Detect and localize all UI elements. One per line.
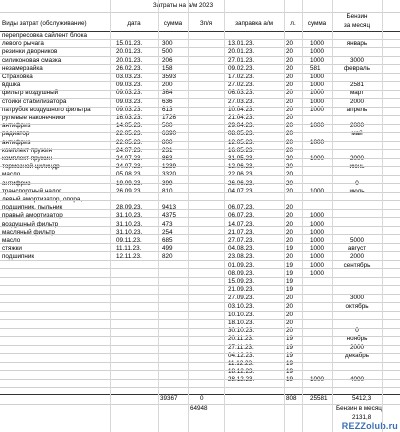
grid-row-line <box>0 149 400 150</box>
grid-col-line <box>332 0 333 432</box>
row-7-d: 09.03.23. <box>116 89 143 97</box>
row-25-l: 20 <box>286 237 294 244</box>
row-4-s2: 581 <box>310 64 321 72</box>
row-9-n: патрубок воздушного фильтра <box>2 105 91 113</box>
row-6-l: 20 <box>286 81 294 89</box>
row-22-s: 4375 <box>162 212 177 220</box>
grid-row-line <box>0 394 400 395</box>
header-benzin-month: за месяц <box>343 22 371 29</box>
row-16-n: тормозной цилиндр <box>2 163 60 171</box>
row-29-s2: 1000 <box>310 269 325 277</box>
grid-row-line <box>0 277 400 278</box>
row-0-n: перепресовка сайлент блока <box>2 32 87 39</box>
row-33-b: октябрь <box>345 302 369 310</box>
row-14-zd: 16.05.23. <box>228 146 255 154</box>
row-15-n: комплект пружин <box>2 155 52 162</box>
row-23-n: воздушный фильтр <box>2 220 59 228</box>
total-sum: 39367 <box>160 395 178 402</box>
row-27-n: подшипник <box>2 253 35 261</box>
row-21-l: 20 <box>286 204 294 212</box>
row-7-zd: 06.03.23. <box>228 89 255 97</box>
row-36-l: 20 <box>286 327 294 335</box>
grid-row-line <box>0 285 400 286</box>
row-22-d: 31.10.23. <box>116 212 143 220</box>
grid-row-line <box>0 311 400 312</box>
grid-row-line <box>0 362 400 363</box>
row-30-zd: 15.09.23. <box>228 278 255 285</box>
row-16-l: 20 <box>286 163 294 171</box>
row-23-s: 473 <box>162 220 173 228</box>
row-4-s: 158 <box>162 64 173 72</box>
row-3-n: силиконовая смазка <box>2 56 62 64</box>
row-3-s2: 1000 <box>310 56 325 64</box>
grid-row-line <box>0 183 400 184</box>
row-40-zd: 11.12.23. <box>228 360 254 367</box>
row-19-l: 20 <box>286 187 294 195</box>
row-15-zd: 31.05.23. <box>228 155 255 162</box>
grid-row-line <box>0 328 400 329</box>
row-10-d: 16.03.23. <box>116 114 143 121</box>
row-38-zd: 27.11.23. <box>228 343 254 351</box>
row-22-s2: 1000 <box>310 212 325 220</box>
row-27-d: 12.11.23. <box>116 253 142 261</box>
row-28-l: 19 <box>286 261 294 269</box>
row-24-s: 254 <box>162 228 173 236</box>
row-37-zd: 20.11.23. <box>228 335 254 343</box>
row-12-zd: 08.05.23. <box>228 130 255 138</box>
row-17-l: 20 <box>286 171 294 179</box>
row-38-l: 19 <box>286 343 294 351</box>
grid-row-line <box>0 404 400 405</box>
row-3-d: 20.01.23. <box>116 56 143 64</box>
row-25-n: масло <box>2 237 21 244</box>
row-2-zd: 20.01.23. <box>228 48 255 56</box>
row-24-s2: 1000 <box>310 228 325 236</box>
grid-col-line <box>382 0 383 432</box>
row-31-zd: 21.09.23. <box>228 286 255 294</box>
row-9-b: апрель <box>346 105 368 113</box>
grid-row-line <box>0 217 400 218</box>
row-6-b: 2581 <box>349 81 364 89</box>
row-35-zd: 18.10.23. <box>228 319 255 326</box>
row-42-s2: 1000 <box>310 376 325 384</box>
header-liters: л. <box>290 20 296 27</box>
grid-col-line <box>188 0 189 432</box>
row-20-n: левый амортизатор, опора, <box>2 196 83 203</box>
row-18-b: 0 <box>355 179 359 187</box>
row-1-d: 15.01.23. <box>116 40 143 48</box>
row-28-s2: 1000 <box>310 261 325 269</box>
row-16-b: июнь <box>349 163 365 171</box>
row-25-d: 09.11.23. <box>116 237 142 244</box>
benzin-avg-value: 2131,8 <box>352 414 372 421</box>
row-1-n: левого рычага <box>2 40 44 48</box>
grid-row-line <box>0 47 400 48</box>
row-26-s: 499 <box>162 245 173 253</box>
row-18-d: 19.09.23. <box>116 179 143 187</box>
row-21-n: подшипник, пыльник <box>2 204 63 212</box>
row-23-d: 31.10.23. <box>116 220 143 228</box>
grid-row-line <box>0 200 400 201</box>
grid-row-line <box>0 90 400 91</box>
total-liters: 808 <box>286 395 297 402</box>
row-2-n: резинки дворников <box>2 48 58 56</box>
row-31-l: 19 <box>286 286 294 294</box>
row-25-s: 685 <box>162 237 173 244</box>
row-11-zd: 29.04.23. <box>228 122 255 130</box>
grid-row-line <box>0 39 400 40</box>
row-23-l: 20 <box>286 220 294 228</box>
row-13-n: антифриз <box>2 138 31 146</box>
row-6-s2: 1000 <box>310 81 325 89</box>
row-39-b: декабрь <box>345 351 369 359</box>
row-18-s: 399 <box>162 179 173 187</box>
grand-total: 64948 <box>190 405 208 412</box>
row-26-d: 11.11.23. <box>116 245 142 253</box>
header-date: дата <box>127 20 141 27</box>
grid-row-line <box>0 124 400 125</box>
row-12-b: май <box>351 130 363 138</box>
header-benzin: Бензин <box>346 13 368 20</box>
row-4-b: февраль <box>344 64 370 72</box>
grid-row-line <box>0 107 400 108</box>
row-26-b: август <box>347 245 367 253</box>
grid-row-line <box>0 234 400 235</box>
row-19-s: 810 <box>162 187 173 195</box>
row-11-d: 14.05.23. <box>116 122 143 130</box>
row-8-n: стойки стабилизатора <box>2 97 67 105</box>
row-32-l: 20 <box>286 294 294 302</box>
row-16-d: 24.07.23. <box>116 163 143 171</box>
row-17-n: масло <box>2 171 21 179</box>
row-9-d: 09.03.23. <box>116 105 143 113</box>
row-27-s2: 1000 <box>310 253 325 261</box>
row-19-n: транспортный налог <box>2 187 62 195</box>
row-15-b: 2000 <box>349 155 364 162</box>
row-12-d: 22.05.23. <box>116 130 143 138</box>
row-27-l: 20 <box>286 253 294 261</box>
grid-row-line <box>0 260 400 261</box>
row-25-b: 5000 <box>349 237 364 244</box>
grid-row-line <box>0 81 400 82</box>
row-7-s2: 1000 <box>310 89 325 97</box>
row-3-b: 3000 <box>349 56 364 64</box>
grid-row-line <box>0 226 400 227</box>
grid-row-line <box>0 345 400 346</box>
row-7-l: 20 <box>286 89 294 97</box>
grid-row-line <box>0 115 400 116</box>
row-5-s2: 1000 <box>310 73 325 80</box>
row-1-zd: 13.01.23. <box>228 40 255 48</box>
row-13-s: 800 <box>162 138 173 146</box>
grid-row-line <box>0 175 400 176</box>
grid-row-line <box>0 73 400 74</box>
row-37-l: 19 <box>286 335 294 343</box>
row-39-l: 19 <box>286 351 294 359</box>
row-38-b: 2000 <box>349 343 364 351</box>
row-24-n: масляный фильтр <box>2 228 55 236</box>
row-32-zd: 27.09.23. <box>228 294 255 302</box>
grid-row-line <box>0 192 400 193</box>
row-14-s: 231 <box>162 146 173 154</box>
grid-row-line <box>0 141 400 142</box>
row-27-zd: 23.08.23. <box>228 253 255 261</box>
row-41-l: 19 <box>286 368 294 376</box>
row-13-l: 20 <box>286 138 294 146</box>
grid-row-line <box>0 379 400 380</box>
row-42-b: 4000 <box>349 376 364 384</box>
row-10-s: 1726 <box>162 114 177 121</box>
row-26-s2: 1000 <box>310 245 325 253</box>
row-1-s2: 1000 <box>310 40 325 48</box>
row-21-zd: 06.07.23. <box>228 204 255 212</box>
row-36-zd: 30.10.23. <box>228 327 255 335</box>
row-7-n: фильтр воздушный <box>2 89 59 97</box>
row-19-s2: 1000 <box>310 187 325 195</box>
row-32-b: 3000 <box>349 294 364 302</box>
row-41-zd: 18.12.23. <box>228 368 255 376</box>
row-27-s: 820 <box>162 253 173 261</box>
header-vid: Виды затрат (обслуживание) <box>2 20 87 27</box>
row-2-l: 20 <box>286 48 294 56</box>
grid-row-line <box>0 353 400 354</box>
row-4-d: 26.02.23. <box>116 64 143 72</box>
row-12-l: 20 <box>286 130 294 138</box>
row-26-l: 19 <box>286 245 294 253</box>
row-14-d: 24.07.23. <box>116 146 143 154</box>
row-19-b: июль <box>349 187 365 195</box>
total-sum2: 25581 <box>310 395 328 402</box>
row-11-l: 20 <box>286 122 294 130</box>
grid-row-line <box>0 56 400 57</box>
row-9-zd: 10.04.23. <box>228 105 255 113</box>
row-14-l: 20 <box>286 146 294 154</box>
row-10-n: рулевые наконечники <box>2 114 66 121</box>
grid-row-line <box>0 370 400 371</box>
row-1-l: 20 <box>286 40 294 48</box>
row-12-s: 6390 <box>162 130 177 138</box>
row-8-zd: 27.03.23. <box>228 97 255 105</box>
row-6-n: вдшка <box>2 81 21 89</box>
grid-row-line <box>0 251 400 252</box>
row-34-l: 20 <box>286 310 294 318</box>
grid-row-line <box>0 158 400 159</box>
grid-row-line <box>0 387 400 388</box>
row-33-zd: 03.10.23. <box>228 302 255 310</box>
grid-row-line <box>0 166 400 167</box>
row-14-n: комплект пружин <box>2 146 52 154</box>
sheet-title: Затраты на а/м 2023 <box>152 2 214 9</box>
row-24-l: 20 <box>286 228 294 236</box>
row-5-l: 20 <box>286 73 294 80</box>
row-5-zd: 17.02.23. <box>228 73 255 80</box>
row-15-l: 20 <box>286 155 294 162</box>
row-13-s2: 1000 <box>310 138 325 146</box>
benzin-avg-label: Бензин в месяц <box>336 405 382 412</box>
row-3-l: 20 <box>286 56 294 64</box>
row-8-d: 09.03.23. <box>116 97 143 105</box>
row-29-zd: 08.09.23. <box>228 269 255 277</box>
row-6-s: 200 <box>162 81 173 89</box>
row-3-zd: 27.01.23. <box>228 56 255 64</box>
row-4-l: 20 <box>286 64 294 72</box>
row-6-zd: 27.02.23. <box>228 81 255 89</box>
header-sum2: сумма <box>307 20 327 27</box>
row-29-l: 19 <box>286 269 294 277</box>
row-16-zd: 12.06.23. <box>228 163 255 171</box>
grid-col-line <box>158 0 159 432</box>
row-7-s: 364 <box>162 89 173 97</box>
row-24-d: 31.10.23. <box>116 228 143 236</box>
row-17-s: 3320 <box>162 171 177 179</box>
header-zp: Зп/я <box>199 20 213 27</box>
row-9-s2: 1000 <box>310 105 325 113</box>
row-36-b: 0 <box>355 327 359 335</box>
row-2-d: 20.01.23. <box>116 48 143 56</box>
row-5-n: Страховка <box>2 73 33 80</box>
row-3-s: 206 <box>162 56 173 64</box>
row-11-n: антифриз <box>2 122 31 130</box>
total-benzin: 5412,3 <box>352 395 372 402</box>
row-5-d: 03.03.23. <box>116 73 143 80</box>
row-16-s: 1239 <box>162 163 177 171</box>
row-26-n: стяжки <box>2 245 22 253</box>
row-25-s2: 1000 <box>310 237 325 244</box>
total-zp: 0 <box>200 395 204 402</box>
row-21-s: 9413 <box>162 204 177 212</box>
row-33-l: 20 <box>286 302 294 310</box>
row-11-s: 500 <box>162 122 173 130</box>
row-8-l: 20 <box>286 97 294 105</box>
row-23-zd: 14.07.23. <box>228 220 255 228</box>
row-18-n: антифриз <box>2 179 31 187</box>
row-8-s2: 1000 <box>310 97 325 105</box>
row-10-l: 20 <box>286 114 294 121</box>
row-26-zd: 04.08.23. <box>228 245 255 253</box>
row-15-s: 863 <box>162 155 173 162</box>
row-11-s2: 1000 <box>310 122 325 130</box>
row-27-b: 2000 <box>349 253 364 261</box>
row-19-d: 26.09.23. <box>116 187 143 195</box>
row-37-b: ноябрь <box>346 335 368 343</box>
row-10-zd: 21.04.23. <box>228 114 255 121</box>
row-1-s: 300 <box>162 40 173 48</box>
row-35-l: 20 <box>286 319 294 326</box>
row-39-zd: 04.12.23. <box>228 351 255 359</box>
row-18-zd: 26.06.23. <box>228 179 255 187</box>
grid-row-line <box>0 302 400 303</box>
row-8-b: 2000 <box>349 97 364 105</box>
row-21-d: 28.09.23. <box>116 204 143 212</box>
row-8-s: 636 <box>162 97 173 105</box>
row-25-zd: 27.07.23. <box>228 237 255 244</box>
row-5-s: 3593 <box>162 73 177 80</box>
row-40-l: 19 <box>286 360 294 367</box>
row-42-zd: 28.12.23. <box>228 376 255 384</box>
row-30-l: 19 <box>286 278 294 285</box>
row-17-d: 05.08.23. <box>116 171 143 179</box>
row-9-s: 613 <box>162 105 173 113</box>
row-9-l: 20 <box>286 105 294 113</box>
row-4-n: незамерзайка <box>2 64 43 72</box>
grid-row-line <box>0 243 400 244</box>
grid-col-line <box>110 0 111 432</box>
grid-row-line <box>0 132 400 133</box>
grid-col-line <box>284 0 285 432</box>
grid-row-line <box>0 12 400 13</box>
row-13-zd: 12.05.23. <box>228 138 255 146</box>
row-13-d: 22.05.23. <box>116 138 143 146</box>
grid-col-line <box>224 0 225 432</box>
header-zapravka: заправка а/м <box>235 20 273 27</box>
grid-row-line <box>0 64 400 65</box>
row-2-s: 500 <box>162 48 173 56</box>
row-24-zd: 21.07.23. <box>228 228 255 236</box>
row-34-zd: 10.10.23. <box>228 310 255 318</box>
watermark: REZZolub.ru <box>341 421 398 431</box>
grid-col-line <box>302 0 303 432</box>
row-7-b: март <box>349 89 365 97</box>
grid-row-line <box>0 31 400 32</box>
row-23-s2: 1000 <box>310 220 325 228</box>
row-22-l: 20 <box>286 212 294 220</box>
grid-row-line <box>0 294 400 295</box>
row-28-b: сентябрь <box>343 261 371 269</box>
row-2-s2: 1000 <box>310 48 325 56</box>
row-28-zd: 01.09.23. <box>228 261 255 269</box>
row-19-zd: 04.07.23. <box>228 187 255 195</box>
row-1-b: январь <box>346 40 368 48</box>
grid-row-line <box>0 268 400 269</box>
row-15-s2: 1000 <box>310 155 325 162</box>
row-4-zd: 09.02.23. <box>228 64 255 72</box>
grid-row-line <box>0 209 400 210</box>
grid-row-line <box>0 336 400 337</box>
row-6-d: 09.03.23. <box>116 81 143 89</box>
row-42-l: 19 <box>286 376 294 384</box>
header-sum: сумма <box>163 20 183 27</box>
row-22-zd: 06.07.23. <box>228 212 255 220</box>
row-12-n: радиатор <box>2 130 30 138</box>
grid-row-line <box>0 98 400 99</box>
row-15-d: 24.07.23. <box>116 155 143 162</box>
row-11-b: 2000 <box>349 122 364 130</box>
row-22-n: правый амортизатор <box>2 212 63 220</box>
row-18-l: 20 <box>286 179 294 187</box>
grid-row-line <box>0 319 400 320</box>
row-17-zd: 22.06.23. <box>228 171 255 179</box>
